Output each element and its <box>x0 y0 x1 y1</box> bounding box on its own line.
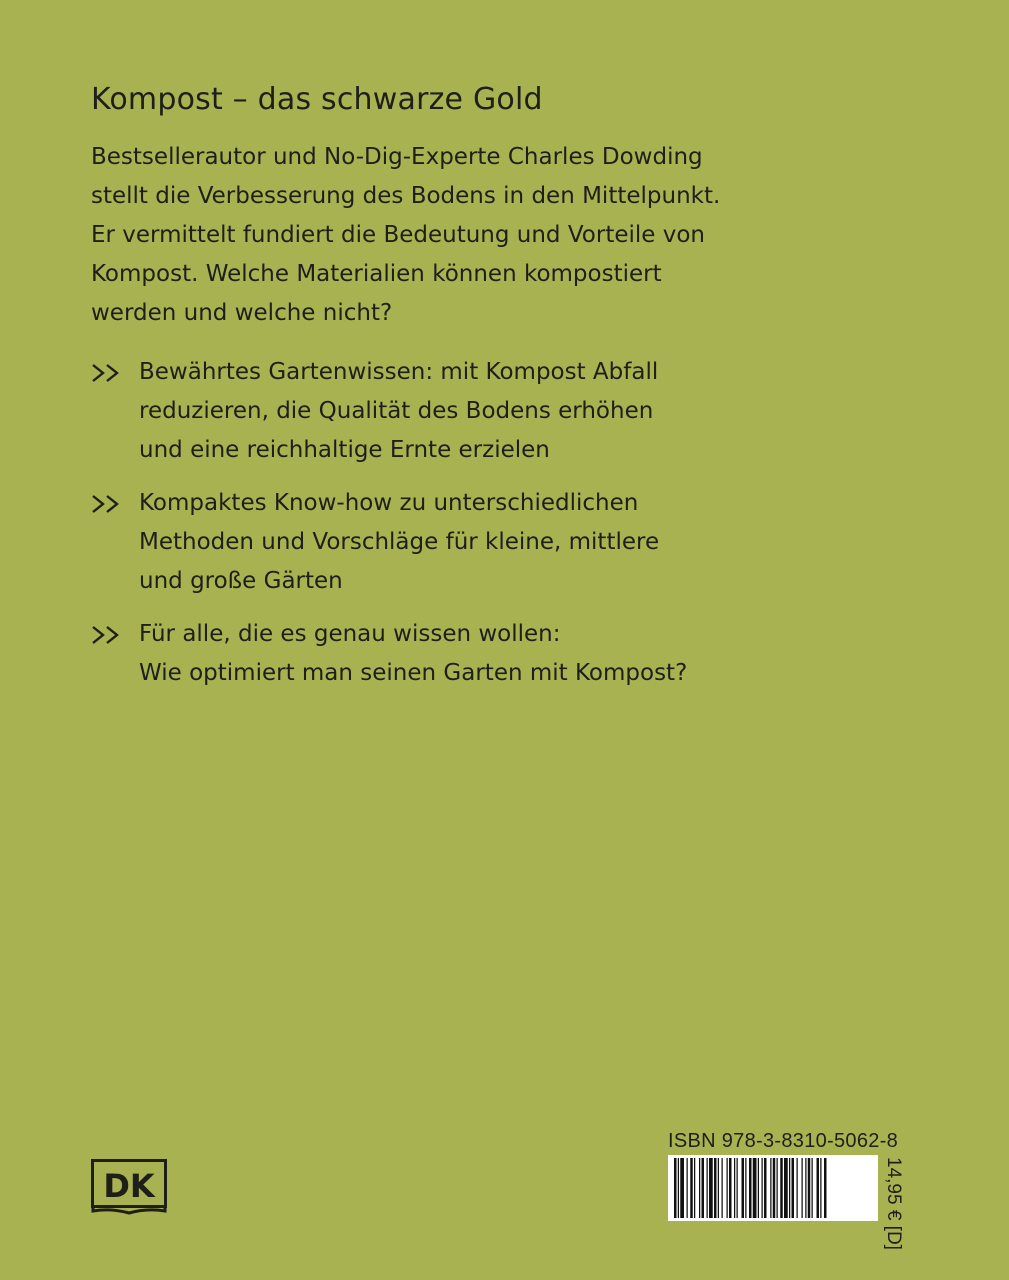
barcode-bar <box>699 1158 700 1218</box>
barcode-bar <box>773 1158 776 1218</box>
bullet-text <box>139 353 759 470</box>
barcode-bar <box>714 1158 717 1218</box>
bullet-text <box>139 484 759 601</box>
bullet-line: Für alle, die es genau wissen wollen: <box>139 621 561 647</box>
barcode <box>668 1155 878 1221</box>
barcode-bar <box>808 1158 811 1218</box>
back-cover-content <box>91 82 791 707</box>
bullet-item <box>91 615 791 693</box>
bullet-item <box>91 484 791 601</box>
barcode-bar <box>753 1158 757 1218</box>
barcode-bar <box>789 1158 790 1218</box>
intro-line: Bestsellerautor und No-Dig-Experte Charles Dowding <box>91 144 703 170</box>
barcode-bar <box>817 1158 820 1218</box>
isbn-text: ISBN 978-3-8310-5062-8 <box>668 1130 899 1152</box>
barcode-bar <box>742 1158 745 1218</box>
barcode-bar <box>727 1158 728 1218</box>
barcode-bar <box>824 1158 827 1218</box>
barcode-bar <box>734 1158 735 1218</box>
barcode-bar <box>709 1158 713 1218</box>
barcode-bar <box>764 1158 767 1218</box>
dk-logo <box>91 1159 167 1215</box>
barcode-bar <box>812 1158 813 1218</box>
barcode-bar <box>770 1158 771 1218</box>
bullet-line: und große Gärten <box>139 568 343 594</box>
barcode-bar <box>718 1158 719 1218</box>
double-chevron-icon <box>91 495 139 513</box>
barcode-bar <box>820 1158 821 1218</box>
bullet-line: Bewährtes Gartenwissen: mit Kompost Abfall <box>139 359 659 385</box>
bullet-item <box>91 353 791 470</box>
barcode-bar <box>737 1158 738 1218</box>
bullet-line: Kompaktes Know-how zu unterschiedlichen <box>139 490 639 516</box>
barcode-bar <box>792 1158 795 1218</box>
barcode-bar <box>749 1158 752 1218</box>
logo-text: DK <box>103 1167 155 1205</box>
barcode-bar <box>780 1158 783 1218</box>
barcode-bar <box>680 1158 684 1218</box>
intro-line: Er vermittelt fundiert die Bedeutung und Vorteile von <box>91 222 705 248</box>
price-label <box>882 1157 906 1252</box>
page-title: Kompost – das schwarze Gold <box>91 82 543 117</box>
barcode-bar <box>784 1158 788 1218</box>
double-chevron-icon <box>91 626 139 644</box>
barcode-bar <box>729 1158 732 1218</box>
intro-paragraph <box>91 138 791 333</box>
barcode-bar <box>777 1158 778 1218</box>
barcode-bar <box>674 1158 677 1218</box>
barcode-bar <box>678 1158 679 1218</box>
bullet-line: Methoden und Vorschläge für kleine, mittlere <box>139 529 660 555</box>
price-text: 14,95 € [D] <box>883 1157 904 1250</box>
bullet-line: Wie optimiert man seinen Garten mit Kompost? <box>139 660 688 686</box>
double-chevron-icon <box>91 364 139 382</box>
intro-line: Kompost. Welche Materialien können kompostiert <box>91 261 662 287</box>
barcode-bar <box>690 1158 693 1218</box>
bullet-line: reduzieren, die Qualität des Bodens erhöhen <box>139 398 654 424</box>
barcode-bar <box>762 1158 763 1218</box>
barcode-bar <box>722 1158 723 1218</box>
barcode-bar <box>745 1158 746 1218</box>
barcode-bar <box>802 1158 803 1218</box>
bullet-text <box>139 615 759 693</box>
barcode-area <box>668 1129 918 1250</box>
barcode-bar <box>687 1158 688 1218</box>
intro-line: stellt die Verbesserung des Bodens in den Mittelpunkt. <box>91 183 721 209</box>
bullet-line: und eine reichhaltige Ernte erzielen <box>139 437 550 463</box>
book-icon <box>91 1159 167 1215</box>
barcode-bar <box>707 1158 708 1218</box>
intro-line: werden und welche nicht? <box>91 300 393 326</box>
barcode-bar <box>805 1158 806 1218</box>
barcode-bar <box>797 1158 798 1218</box>
barcode-bar <box>694 1158 695 1218</box>
barcode-bar <box>702 1158 705 1218</box>
barcode-bar <box>758 1158 759 1218</box>
